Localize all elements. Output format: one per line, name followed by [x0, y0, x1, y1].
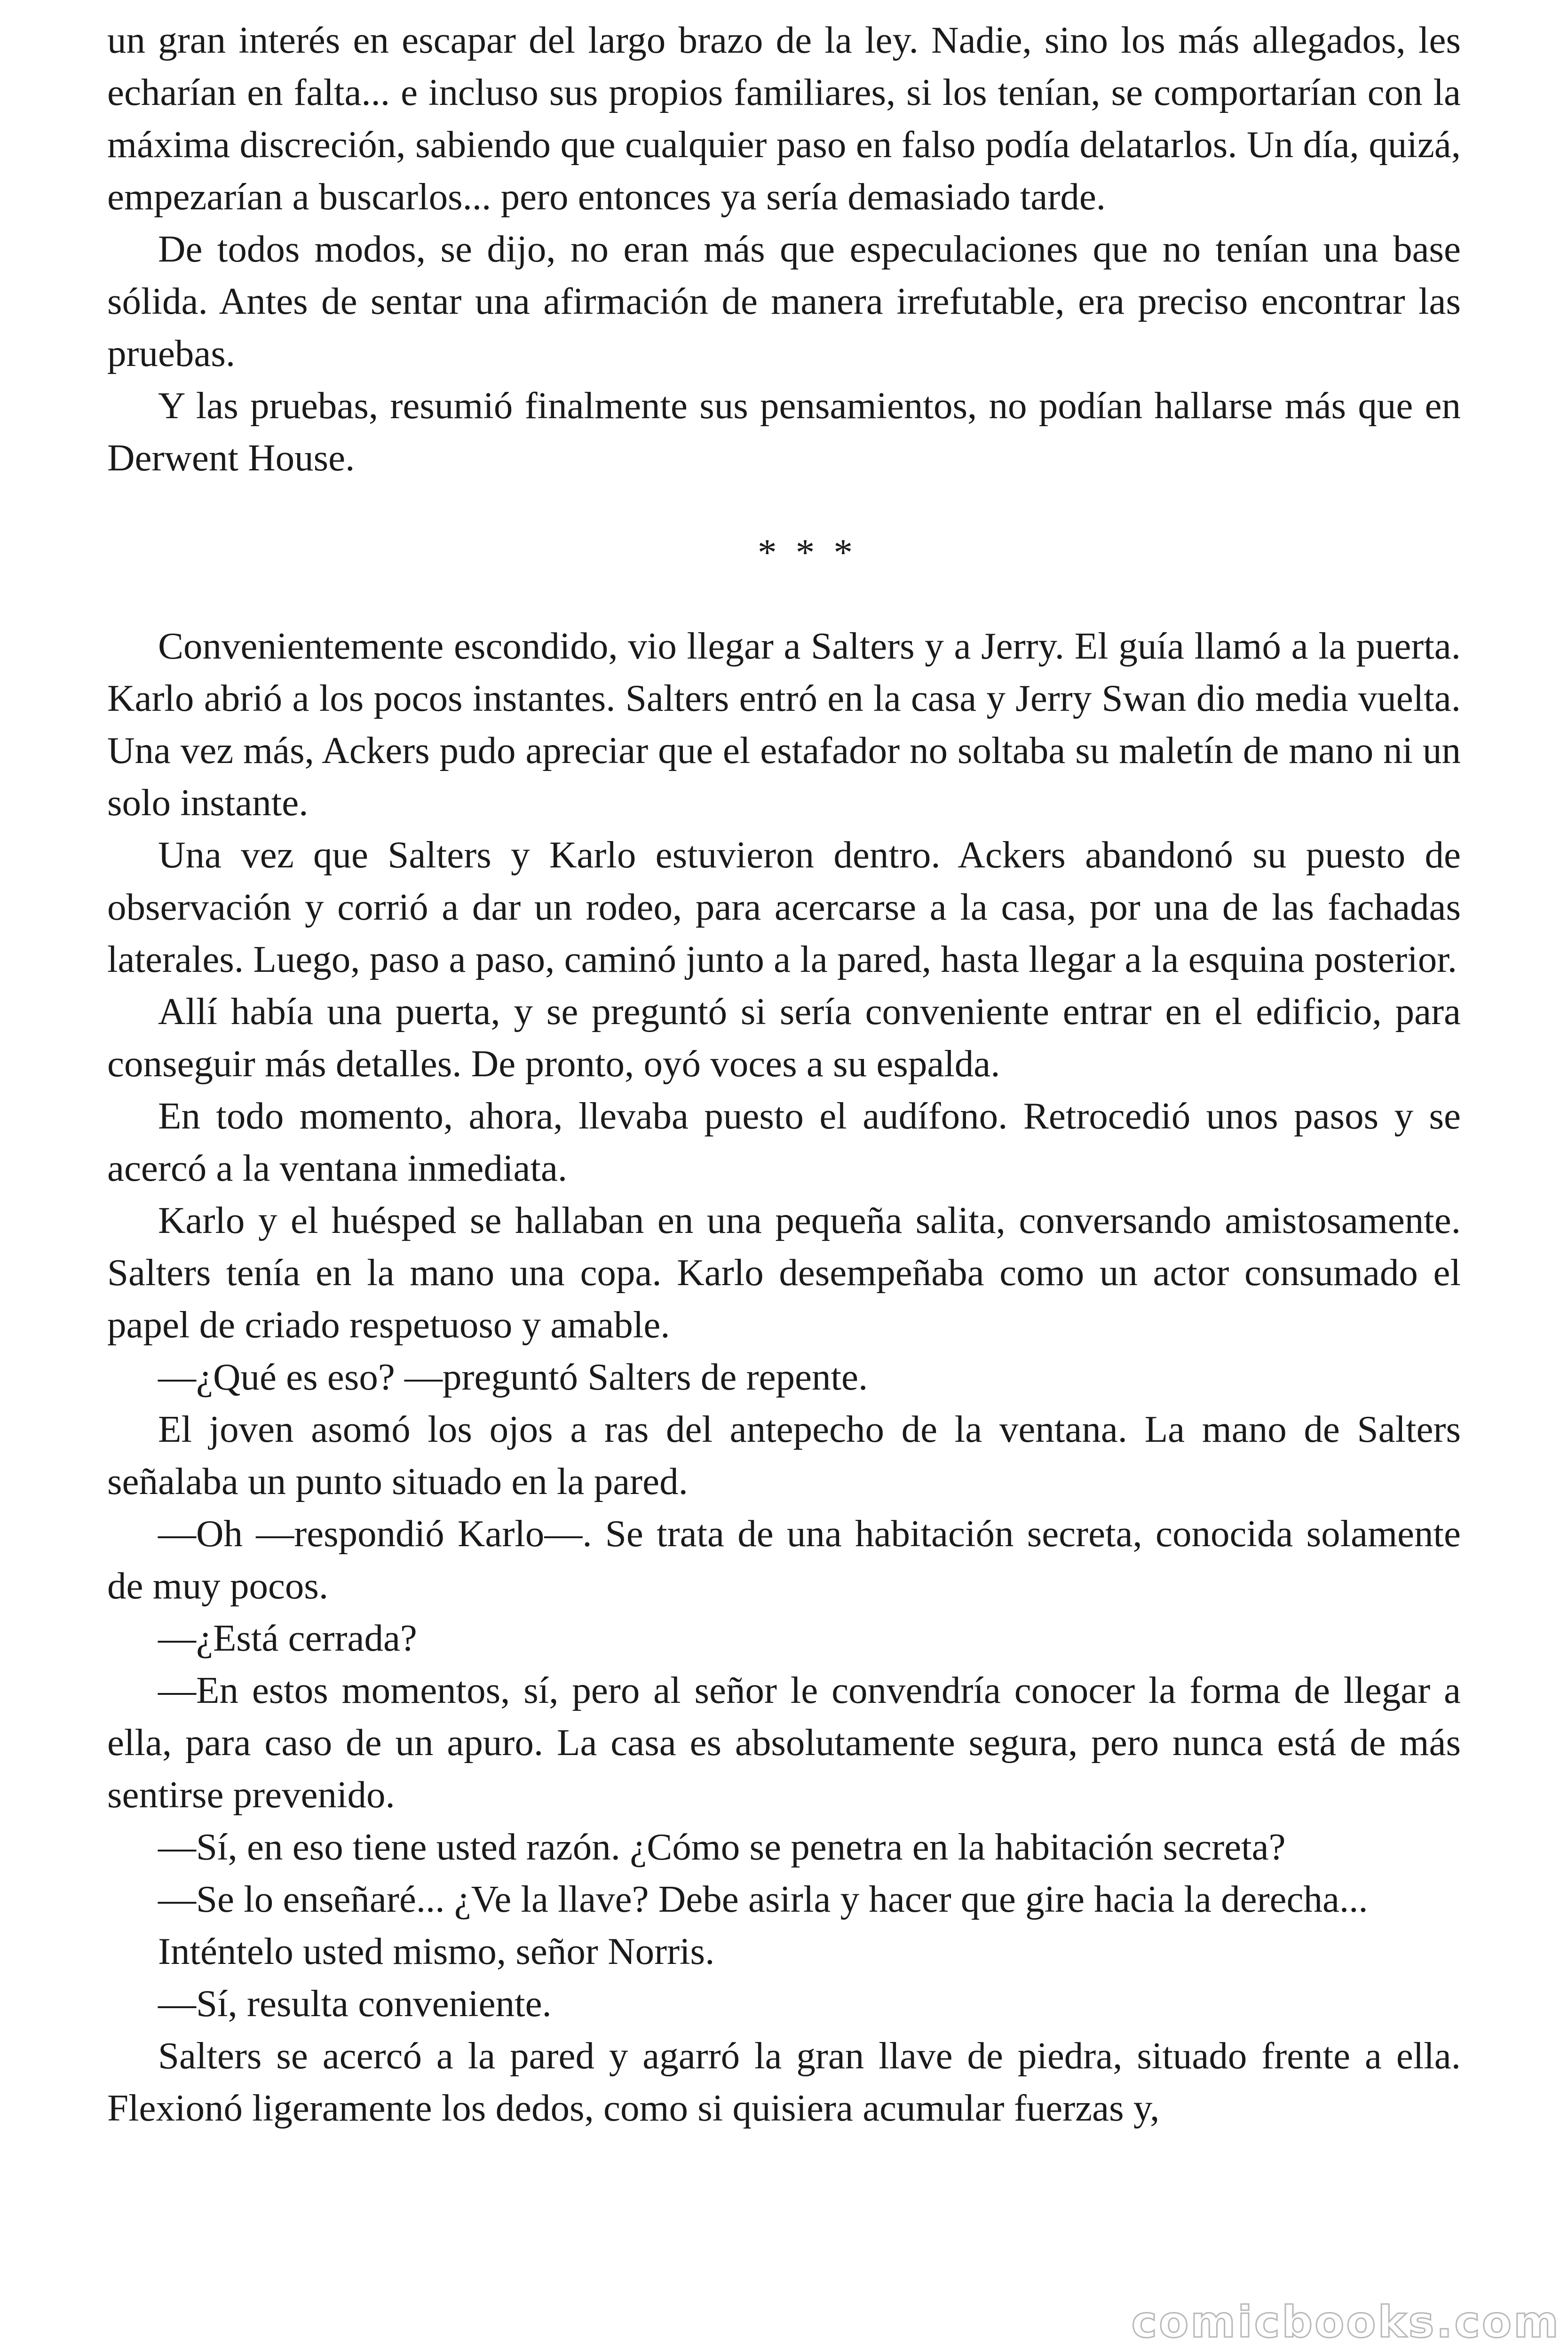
dialogue-line: —Se lo enseñaré... ¿Ve la llave? Debe asirla y hacer que gire hacia la derecha...: [158, 1878, 1368, 1920]
dialogue-line: —¿Está cerrada?: [158, 1617, 417, 1659]
dialogue-line: —Sí, resulta conveniente.: [158, 1982, 552, 2025]
dialogue-line: —Sí, en eso tiene usted razón. ¿Cómo se penetra en la habitación secreta?: [158, 1826, 1286, 1868]
paragraph: Una vez que Salters y Karlo estuvieron dentro. Ackers abandonó su puesto de observación y corrió a dar un rodeo, para acercarse a la casa, por una de las fachadas laterales. Luego, paso a paso, caminó junto a la pared, hasta llegar a la esquina posterior.: [107, 834, 1461, 980]
paragraph: Convenientemente escondido, vio llegar a Salters y a Jerry. El guía llamó a la puerta. Karlo abrió a los pocos instantes. Salters entró en la casa y Jerry Swan dio media vuelta. Una vez más, Ackers pudo apreciar que el estafador no soltaba su maletín de mano ni un solo instante.: [107, 625, 1461, 824]
watermark: comicbooks.com: [1131, 2297, 1560, 2347]
dialogue-line: —En estos momentos, sí, pero al señor le convendría conocer la forma de llegar a ella, para caso de un apuro. La casa es absolutamente segura, pero nunca está de más sentirse prevenido.: [107, 1669, 1461, 1816]
dialogue-line: Inténtelo usted mismo, señor Norris.: [158, 1930, 715, 1972]
paragraph: Karlo y el huésped se hallaban en una pequeña salita, conversando amistosamente. Salters tenía en la mano una copa. Karlo desempeñaba como un actor consumado el papel de criado respetuoso y amable.: [107, 1199, 1461, 1346]
paragraph: un gran interés en escapar del largo brazo de la ley. Nadie, sino los más allegados, les echarían en falta... e incluso sus propios familiares, si los tenían, se comportarían con la máxima discreción, sabiendo que cualquier paso en falso podía delatarlos. Un día, quizá, empezarían a buscarlos... pero entonces ya sería demasiado tarde.: [107, 19, 1461, 218]
paragraph: En todo momento, ahora, llevaba puesto el audífono. Retrocedió unos pasos y se acercó a la ventana inmediata.: [107, 1095, 1461, 1189]
dialogue-line: —¿Qué es eso? —preguntó Salters de repente.: [158, 1356, 868, 1398]
paragraph: El joven asomó los ojos a ras del antepecho de la ventana. La mano de Salters señalaba un punto situado en la pared.: [107, 1408, 1461, 1502]
paragraph: Allí había una puerta, y se preguntó si sería conveniente entrar en el edificio, para conseguir más detalles. De pronto, oyó voces a su espalda.: [107, 990, 1461, 1085]
page-text: [107, 14, 1461, 2134]
dialogue-line: —Oh —respondió Karlo—. Se trata de una habitación secreta, conocida solamente de muy pocos.: [107, 1512, 1461, 1607]
paragraph: Salters se acercó a la pared y agarró la gran llave de piedra, situado frente a ella. Flexionó ligeramente los dedos, como si quisiera acumular fuerzas y,: [107, 2034, 1461, 2129]
paragraph: Y las pruebas, resumió finalmente sus pensamientos, no podían hallarse más que en Derwent House.: [107, 384, 1461, 479]
paragraph: De todos modos, se dijo, no eran más que especulaciones que no tenían una base sólida. Antes de sentar una afirmación de manera irrefutable, era preciso encontrar las pruebas.: [107, 228, 1461, 374]
section-separator: * * *: [758, 531, 857, 573]
